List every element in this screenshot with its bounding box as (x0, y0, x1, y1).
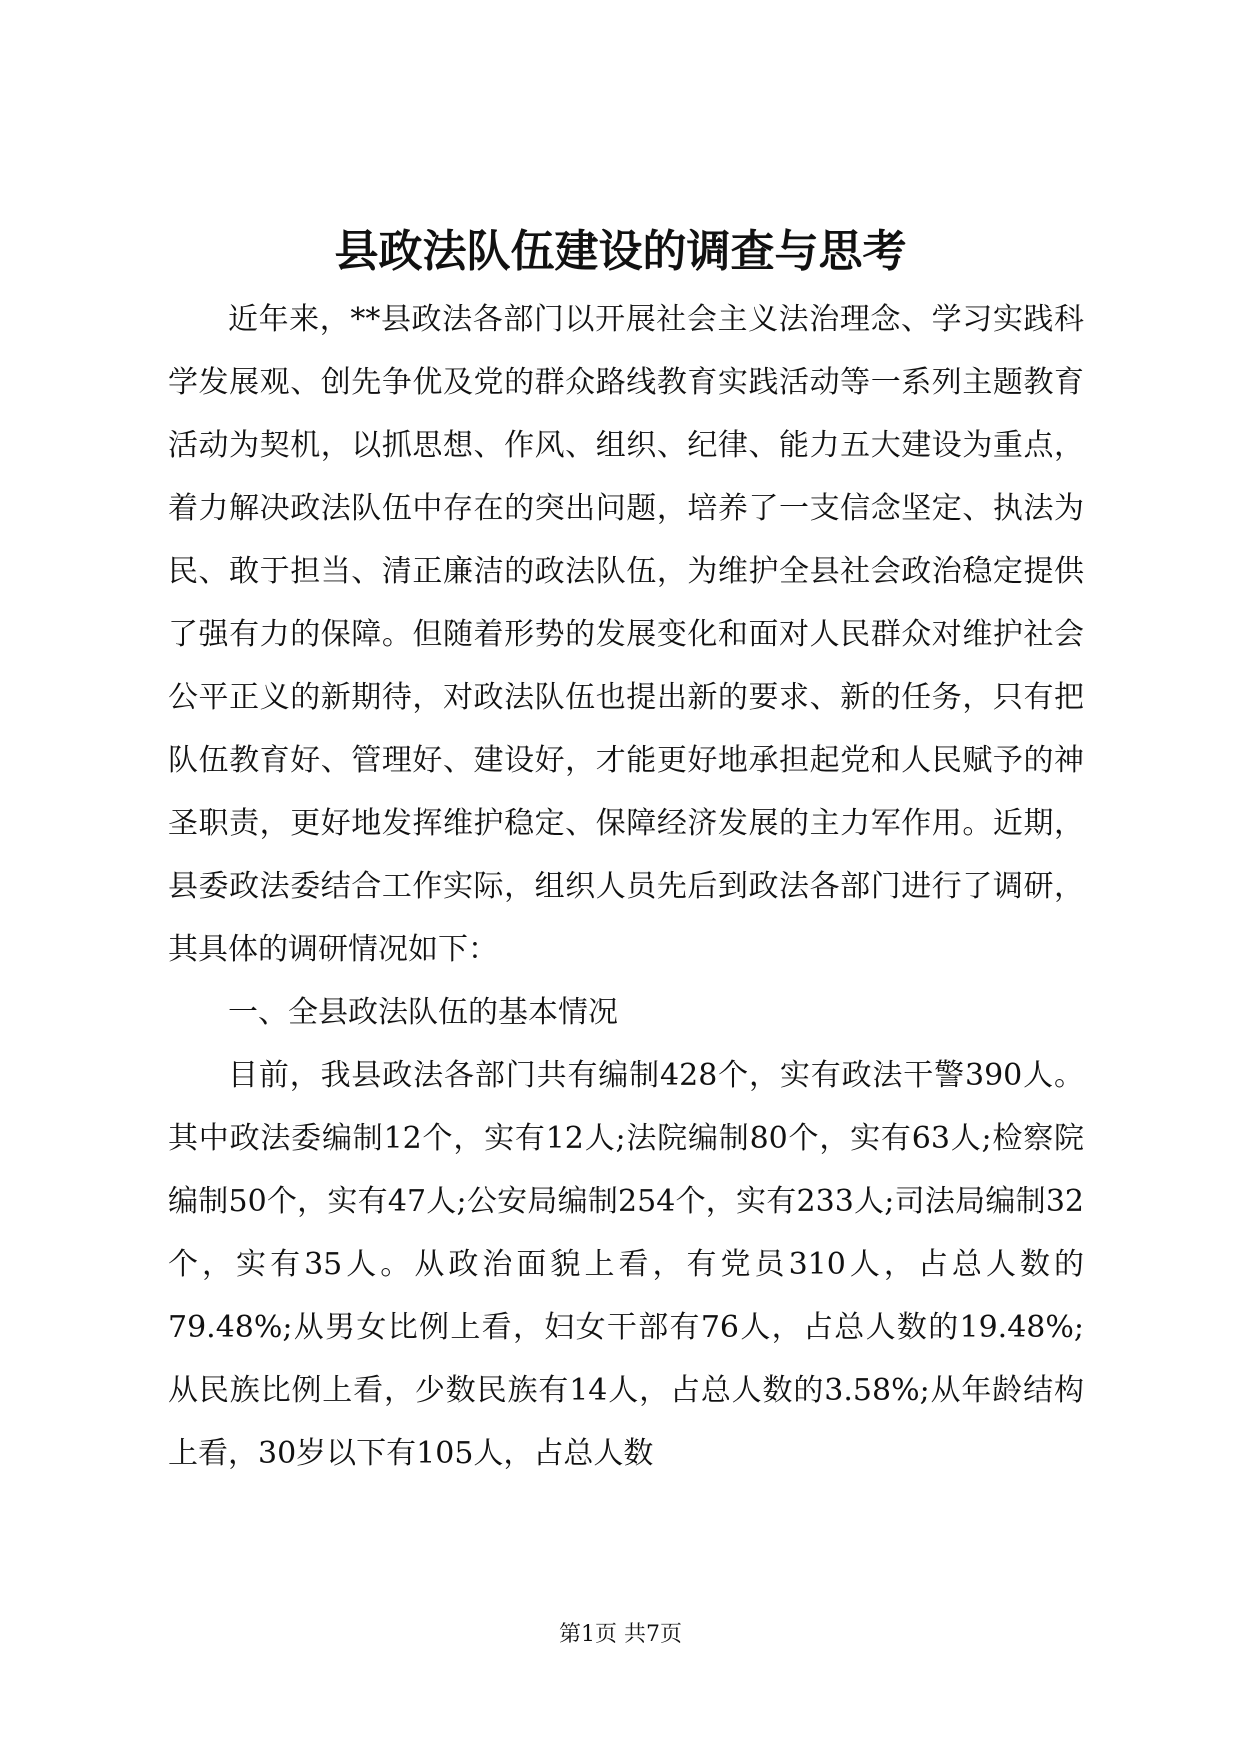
paragraph-intro: 近年来，**县政法各部门以开展社会主义法治理念、学习实践科学发展观、创先争优及党的群众路线教育实践活动等一系列主题教育活动为契机，以抓思想、作风、组织、纪律、能力五大建设为重点，着力解决政法队伍中存在的突出问题，培养了一支信念坚定、执法为民、敢于担当、清正廉洁的政法队伍，为维护全县社会政治稳定提供了强有力的保障。但随着形势的发展变化和面对人民群众对维护社会公平正义的新期待，对政法队伍也提出新的要求、新的任务，只有把队伍教育好、管理好、建设好，才能更好地承担起党和人民赋予的神圣职责，更好地发挥维护稳定、保障经济发展的主力军作用。近期，县委政法委结合工作实际，组织人员先后到政法各部门进行了调研，其具体的调研情况如下： (168, 302, 1084, 967)
section-heading: 一、全县政法队伍的基本情况 (228, 995, 618, 1030)
paragraph-statistics: 目前，我县政法各部门共有编制428个，实有政法干警390人。其中政法委编制12个，实有12人;法院编制80个，实有63人;检察院编制50个，实有47人;公安局编制254个，实有233人;司法局编制32个，实有35人。从政治面貌上看，有党员310人，占总人数的79.48%;从男女比例上看，妇女干部有76人，占总人数的19.48%;从民族比例上看，少数民族有14人，占总人数的3.58%;从年龄结构上看，30岁以下有105人，占总人数 (168, 1058, 1084, 1471)
page-footer: 第1页 共7页 (559, 1622, 682, 1647)
document-title: 县政法队伍建设的调查与思考 (334, 226, 907, 277)
document-body (168, 288, 1084, 1485)
